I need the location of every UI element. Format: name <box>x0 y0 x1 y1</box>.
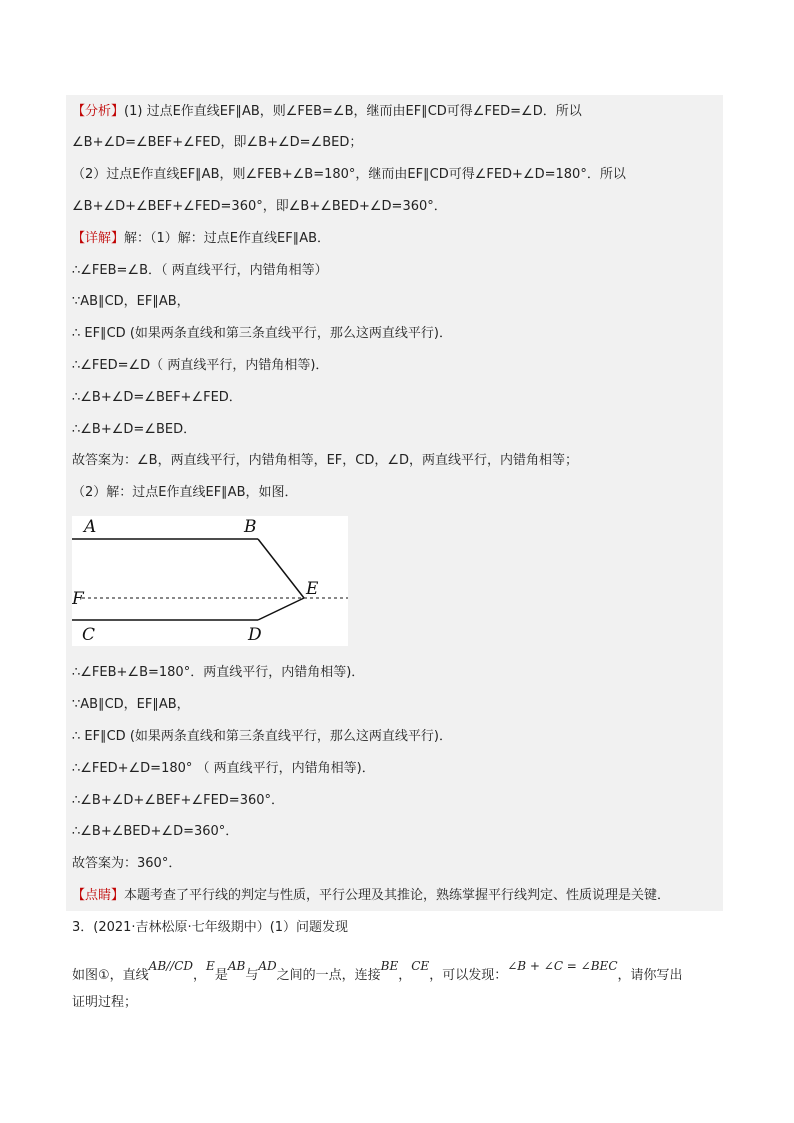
parallel-lines-figure <box>72 516 348 646</box>
analysis-line-1: 【分析】(1) 过点E作直线EF∥AB，则∠FEB=∠B，继而由EF∥CD可得∠FED=∠D．所以 <box>72 104 582 119</box>
detail-tag: 【详解】 <box>72 231 125 246</box>
detail-line-8: 故答案为：∠B，两直线平行，内错角相等，EF，CD，∠D，两直线平行，内错角相等； <box>72 453 579 468</box>
figure-svg <box>72 516 348 646</box>
analysis-tag: 【分析】 <box>72 104 125 119</box>
detail-line-15: ∴∠B+∠BED+∠D=360°． <box>72 824 239 839</box>
comment-line: 【点睛】本题考查了平行线的判定与性质，平行公理及其推论，熟练掌握平行线判定、性质说理是关键． <box>72 888 671 903</box>
detail-line-2: ∴∠FEB=∠B．（ 两直线平行，内错角相等） <box>72 263 328 278</box>
label-e: E <box>306 579 319 599</box>
question-header: 3．(2021·吉林松原·七年级期中）(1）问题发现 <box>72 920 349 935</box>
detail-line-4: ∴ EF∥CD (如果两条直线和第三条直线平行，那么这两直线平行)． <box>72 326 452 341</box>
math-angle-equation: ∠B + ∠C = ∠BEC <box>507 959 618 973</box>
label-c: C <box>82 625 96 645</box>
label-b: B <box>244 517 257 537</box>
label-f: F <box>72 589 84 609</box>
detail-line-16: 故答案为：360°． <box>72 856 182 871</box>
analysis-line-2: ∠B+∠D=∠BEF+∠FED，即∠B+∠D=∠BED； <box>72 135 363 150</box>
detail-line-9: （2）解：过点E作直线EF∥AB，如图． <box>72 485 298 500</box>
detail-line-13: ∴∠FED+∠D=180° （ 两直线平行，内错角相等)． <box>72 761 375 776</box>
math-ab: AB <box>227 959 246 973</box>
analysis-line-3: （2）过点E作直线EF∥AB，则∠FEB+∠B=180°，继而由EF∥CD可得∠FED+∠D=180°．所以 <box>72 167 626 182</box>
detail-line-11: ∵AB∥CD，EF∥AB， <box>72 697 190 712</box>
question-paragraph-2: 证明过程； <box>72 995 138 1010</box>
detail-line-3: ∵AB∥CD，EF∥AB， <box>72 294 190 309</box>
math-e: E <box>206 959 215 973</box>
detail-line-5: ∴∠FED=∠D（ 两直线平行，内错角相等)． <box>72 358 329 373</box>
comment-tag: 【点睛】 <box>72 888 125 903</box>
detail-line-12: ∴ EF∥CD (如果两条直线和第三条直线平行，那么这两直线平行)． <box>72 729 452 744</box>
question-paragraph-1: 如图①，直线AB//CD，E是AB与AD之间的一点，连接BE，CE，可以发现：∠B + ∠C = ∠BEC，请你写出 <box>72 959 683 983</box>
detail-line-14: ∴∠B+∠D+∠BEF+∠FED=360°． <box>72 793 285 808</box>
segment-be <box>258 539 304 598</box>
analysis-line-4: ∠B+∠D+∠BEF+∠FED=360°，即∠B+∠BED+∠D=360°． <box>72 199 447 214</box>
solution-panel <box>66 95 723 911</box>
detail-line-10: ∴∠FEB+∠B=180°．两直线平行，内错角相等)． <box>72 665 365 680</box>
label-a: A <box>84 517 97 537</box>
math-be: BE <box>380 959 399 973</box>
math-ad: AD <box>258 959 277 973</box>
detail-line-1: 【详解】解：（1）解：过点E作直线EF∥AB． <box>72 231 331 246</box>
label-d: D <box>248 625 262 645</box>
detail-line-7: ∴∠B+∠D=∠BED． <box>72 422 197 437</box>
detail-line-6: ∴∠B+∠D=∠BEF+∠FED． <box>72 390 242 405</box>
math-ce: CE <box>411 959 430 973</box>
segment-ed <box>258 598 304 620</box>
math-ab-parallel-cd: AB//CD <box>148 959 194 973</box>
